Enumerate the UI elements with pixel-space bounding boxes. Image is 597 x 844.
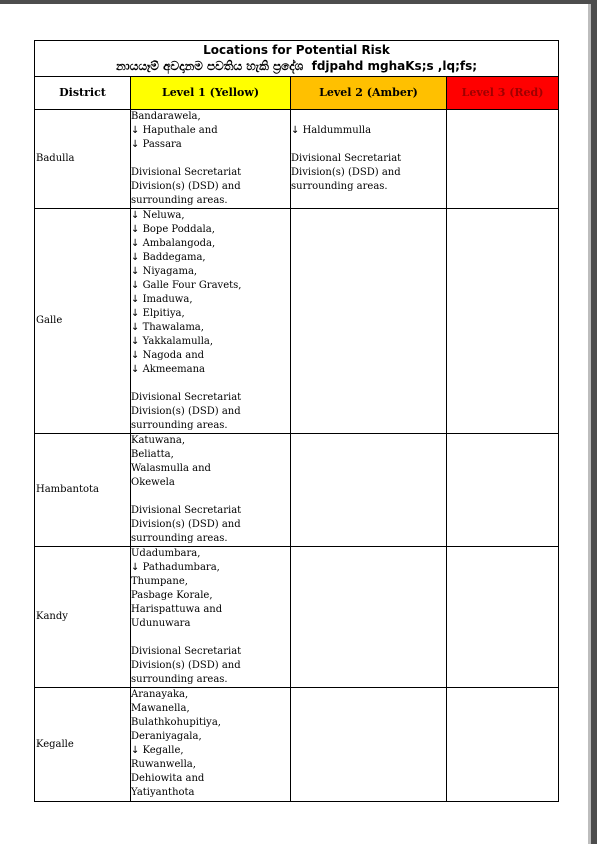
district-cell: Badulla (35, 110, 131, 209)
district-cell: Hambantota (35, 434, 131, 547)
location-line (131, 518, 290, 532)
location-line (131, 758, 290, 772)
viewer-frame-top (0, 0, 597, 4)
location-text: Kegalle, (142, 745, 184, 756)
location-line (131, 603, 290, 617)
down-arrow-icon: ↓ (131, 224, 143, 235)
table-title-cell (35, 41, 559, 77)
location-text: Dehiowita and (131, 773, 205, 784)
location-line (131, 744, 290, 758)
spacer (131, 377, 290, 391)
location-text: Galle Four Gravets, (142, 280, 242, 291)
location-line (131, 547, 290, 561)
location-line (131, 688, 290, 702)
location-text: Ambalangoda, (142, 238, 216, 249)
location-line (131, 209, 290, 223)
location-line (131, 462, 290, 476)
location-line (131, 138, 290, 152)
down-arrow-icon: ↓ (131, 308, 143, 319)
location-line (131, 237, 290, 251)
location-text: Akmeemana (142, 364, 206, 375)
down-arrow-icon: ↓ (131, 266, 143, 277)
location-line (291, 124, 446, 138)
location-line (131, 772, 290, 786)
risk-locations-table (34, 40, 559, 802)
location-line (131, 448, 290, 462)
location-line (291, 180, 446, 194)
location-text: Haputhale and (142, 125, 218, 136)
location-text: Divisional Secretariat (131, 646, 242, 657)
location-text: Harispattuwa and (131, 604, 223, 615)
location-text: Pasbage Korale, (131, 590, 213, 601)
location-text: Division(s) (DSD) and (131, 406, 241, 417)
down-arrow-icon: ↓ (131, 280, 143, 291)
location-text: Udadumbara, (131, 548, 201, 559)
location-text: Bope Poddala, (142, 224, 215, 235)
table-row (35, 547, 559, 688)
location-line (131, 716, 290, 730)
header-level-3: Level 3 (Red) (447, 77, 559, 110)
down-arrow-icon: ↓ (131, 139, 143, 150)
location-line (131, 645, 290, 659)
location-line (131, 279, 290, 293)
location-text: Pathadumbara, (142, 562, 220, 573)
spacer (291, 110, 446, 124)
location-text: Katuwana, (131, 435, 185, 446)
location-line (131, 659, 290, 673)
location-line (131, 194, 290, 208)
location-text: Neluwa, (142, 210, 185, 221)
down-arrow-icon: ↓ (131, 562, 143, 573)
location-text: Bulathkohupitiya, (131, 717, 221, 728)
location-text: Haldummulla (302, 125, 372, 136)
level-1-cell (131, 209, 291, 434)
location-line (291, 152, 446, 166)
location-text: Ruwanwella, (131, 759, 196, 770)
location-line (131, 702, 290, 716)
location-text: Mawanella, (131, 703, 190, 714)
location-line (131, 434, 290, 448)
location-text: Thawalama, (142, 322, 204, 333)
location-text: surrounding areas. (131, 533, 228, 544)
location-text: Thumpane, (131, 576, 188, 587)
level-2-cell (291, 209, 447, 434)
down-arrow-icon: ↓ (131, 336, 143, 347)
down-arrow-icon: ↓ (291, 125, 303, 136)
down-arrow-icon: ↓ (131, 294, 143, 305)
location-line (131, 349, 290, 363)
level-2-cell (291, 547, 447, 688)
location-line (131, 391, 290, 405)
location-text: Division(s) (DSD) and (131, 519, 241, 530)
page-shadow (588, 4, 591, 844)
location-line (131, 617, 290, 631)
header-district: District (35, 77, 131, 110)
location-line (131, 561, 290, 575)
level-3-cell (447, 434, 559, 547)
header-level-1: Level 1 (Yellow) (131, 77, 291, 110)
location-line (131, 223, 290, 237)
location-line (131, 532, 290, 546)
location-line (131, 251, 290, 265)
level-1-cell (131, 110, 291, 209)
level-3-cell (447, 209, 559, 434)
location-text: Divisional Secretariat (131, 392, 242, 403)
spacer (291, 138, 446, 152)
level-1-cell (131, 434, 291, 547)
location-line (131, 363, 290, 377)
down-arrow-icon: ↓ (131, 238, 143, 249)
location-text: Udunuwara (131, 618, 191, 629)
location-text: Divisional Secretariat (131, 167, 242, 178)
location-line (131, 180, 290, 194)
level-3-cell (447, 547, 559, 688)
location-text: Okewela (131, 477, 175, 488)
down-arrow-icon: ↓ (131, 252, 143, 263)
location-text: surrounding areas. (131, 674, 228, 685)
title-english: Locations for Potential Risk (203, 42, 390, 57)
table-row (35, 688, 559, 802)
title-sinhala: නායයෑම් අවදානම පවතිය හැකි ප්‍රදේශ (116, 58, 304, 73)
location-text: Baddegama, (142, 252, 206, 263)
location-text: Nagoda and (142, 350, 205, 361)
level-3-cell (447, 110, 559, 209)
level-2-cell (291, 110, 447, 209)
location-text: Divisional Secretariat (131, 505, 242, 516)
location-line (131, 307, 290, 321)
location-text: Division(s) (DSD) and (131, 181, 241, 192)
down-arrow-icon: ↓ (131, 125, 143, 136)
location-text: surrounding areas. (131, 420, 228, 431)
location-text: Niyagama, (142, 266, 198, 277)
district-cell: Kegalle (35, 688, 131, 802)
location-text: surrounding areas. (131, 195, 228, 206)
location-text: Elpitiya, (142, 308, 185, 319)
title-localized (35, 58, 558, 75)
down-arrow-icon: ↓ (131, 364, 143, 375)
table-row (35, 209, 559, 434)
location-line (291, 166, 446, 180)
location-line (131, 110, 290, 124)
location-line (131, 575, 290, 589)
location-line (131, 293, 290, 307)
location-line (131, 476, 290, 490)
header-level-2: Level 2 (Amber) (291, 77, 447, 110)
level-2-cell (291, 688, 447, 802)
level-3-cell (447, 688, 559, 802)
location-line (131, 673, 290, 687)
spacer (131, 152, 290, 166)
location-text: Beliatta, (131, 449, 174, 460)
title-tamil: fdjpahd mghaKs;s ,lq;fs; (311, 58, 478, 73)
location-text: Yakkalamulla, (142, 336, 214, 347)
location-text: Deraniyagala, (131, 731, 202, 742)
location-line (131, 321, 290, 335)
location-text: Divisional Secretariat (291, 153, 402, 164)
location-text: Imaduwa, (142, 294, 193, 305)
location-text: Walasmulla and (131, 463, 211, 474)
table-row (35, 110, 559, 209)
location-line (131, 335, 290, 349)
location-text: Yatiyanthota (131, 787, 195, 798)
location-line (131, 730, 290, 744)
location-text: surrounding areas. (291, 181, 388, 192)
level-1-cell (131, 688, 291, 802)
level-1-cell (131, 547, 291, 688)
table-row (35, 434, 559, 547)
location-line (131, 265, 290, 279)
location-line (131, 124, 290, 138)
down-arrow-icon: ↓ (131, 210, 143, 221)
location-line (131, 504, 290, 518)
district-cell: Kandy (35, 547, 131, 688)
down-arrow-icon: ↓ (131, 322, 143, 333)
level-2-cell (291, 434, 447, 547)
location-line (131, 589, 290, 603)
down-arrow-icon: ↓ (131, 350, 143, 361)
location-text: Division(s) (DSD) and (131, 660, 241, 671)
location-line (131, 405, 290, 419)
spacer (131, 490, 290, 504)
location-text: Passara (142, 139, 182, 150)
spacer (131, 631, 290, 645)
location-line (131, 786, 290, 800)
down-arrow-icon: ↓ (131, 745, 143, 756)
location-text: Bandarawela, (131, 111, 201, 122)
location-line (131, 166, 290, 180)
location-text: Division(s) (DSD) and (291, 167, 401, 178)
location-text: Aranayaka, (131, 689, 189, 700)
header-row (35, 77, 559, 110)
district-cell: Galle (35, 209, 131, 434)
viewer-frame-right (591, 0, 597, 844)
location-line (131, 419, 290, 433)
